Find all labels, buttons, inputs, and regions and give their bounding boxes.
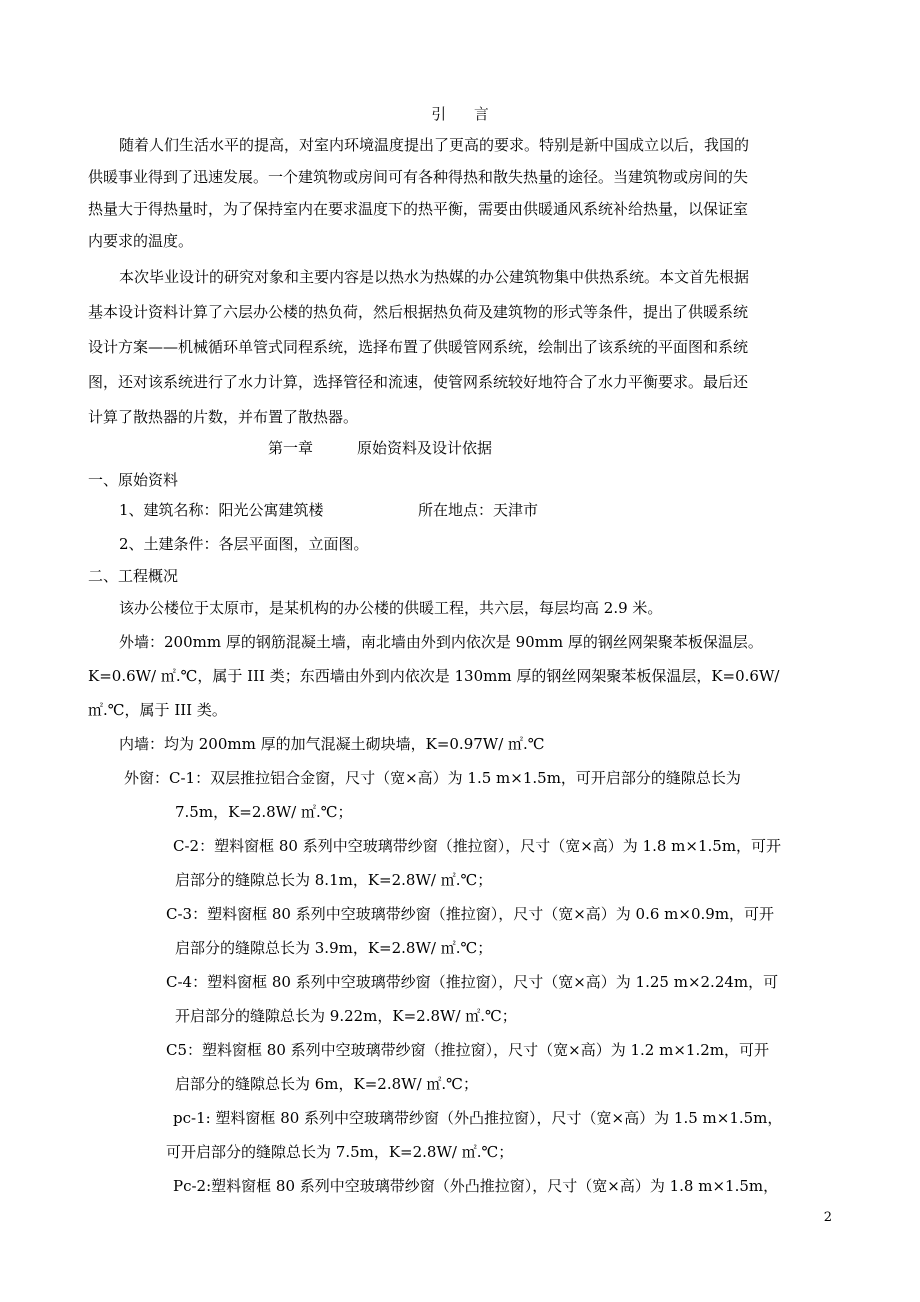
intro-title: [0, 101, 920, 129]
section-heading-2: 二、工程概况: [88, 567, 179, 585]
window-c5-line2: 启部分的缝隙总长为 6m，K=2.8W/ ㎡.℃；: [175, 1075, 478, 1093]
window-c4-line1: C-4：塑料窗框 80 系列中空玻璃带纱窗（推拉窗），尺寸（宽×高）为 1.25 m×2.24m，可: [166, 973, 779, 991]
chapter-title: 原始资料及设计依据: [357, 439, 493, 457]
section-heading-1: 一、原始资料: [88, 471, 179, 489]
window-c3-line2: 启部分的缝隙总长为 3.9m，K=2.8W/ ㎡.℃；: [175, 939, 493, 957]
outer-wall-line3: ㎡.℃，属于 III 类。: [88, 701, 227, 719]
chapter-heading: [268, 434, 492, 462]
intro-p1-line3: 热量大于得热量时，为了保持室内在要求温度下的热平衡，需要由供暖通风系统补给热量，以保证室: [88, 200, 749, 218]
intro-p2-line4: 图，还对该系统进行了水力计算，选择管径和流速，使管网系统较好地符合了水力平衡要求。最后还: [88, 373, 749, 391]
item-building-location: 所在地点：天津市: [418, 501, 539, 519]
window-c3-line1: C-3：塑料窗框 80 系列中空玻璃带纱窗（推拉窗），尺寸（宽×高）为 0.6 m×0.9m，可开: [166, 905, 775, 923]
window-pc2-line1: Pc-2:塑料窗框 80 系列中空玻璃带纱窗（外凸推拉窗），尺寸（宽×高）为 1.8 m×1.5m，: [173, 1177, 779, 1195]
outer-wall-line2: K=0.6W/ ㎡.℃，属于 III 类；东西墙由外到内依次是 130mm 厚的钢丝网架聚苯板保温层，K=0.6W/: [88, 667, 780, 685]
intro-title-left: 引: [431, 106, 446, 123]
inner-wall-text: 内墙：均为 200mm 厚的加气混凝土砌块墙，K=0.97W/ ㎡.℃: [119, 735, 545, 753]
window-c1-line2: 7.5m，K=2.8W/ ㎡.℃；: [175, 803, 353, 821]
intro-p1-line2: 供暖事业得到了迅速发展。一个建筑物或房间可有各种得热和散失热量的途径。当建筑物或房间的失: [88, 168, 749, 186]
intro-p2-line3: 设计方案——机械循环单管式同程系统，选择布置了供暖管网系统，绘制出了该系统的平面图和系统: [88, 338, 749, 356]
window-c4-line2: 开启部分的缝隙总长为 9.22m，K=2.8W/ ㎡.℃；: [175, 1007, 517, 1025]
chapter-number: 第一章: [268, 439, 314, 457]
overview-text: 该办公楼位于太原市，是某机构的办公楼的供暖工程，共六层，每层均高 2.9 米。: [119, 599, 663, 617]
intro-p1-line1: 随着人们生活水平的提高，对室内环境温度提出了更高的要求。特别是新中国成立以后，我国的: [119, 136, 750, 154]
window-c2-line2: 启部分的缝隙总长为 8.1m，K=2.8W/ ㎡.℃；: [175, 871, 493, 889]
page-number: 2: [823, 1210, 832, 1225]
window-c2-line1: C-2：塑料窗框 80 系列中空玻璃带纱窗（推拉窗），尺寸（宽×高）为 1.8 m×1.5m，可开: [173, 837, 782, 855]
intro-p2-line1: 本次毕业设计的研究对象和主要内容是以热水为热媒的办公建筑物集中供热系统。本文首先根据: [119, 268, 750, 286]
intro-p1-line4: 内要求的温度。: [88, 232, 194, 250]
intro-p2-line2: 基本设计资料计算了六层办公楼的热负荷，然后根据热负荷及建筑物的形式等条件，提出了供暖系统: [88, 303, 749, 321]
window-c1-line1: 外窗：C-1：双层推拉铝合金窗，尺寸（宽×高）为 1.5 m×1.5m，可开启部分的缝隙总长为: [124, 769, 741, 787]
window-pc1-line1: pc-1: 塑料窗框 80 系列中空玻璃带纱窗（外凸推拉窗），尺寸（宽×高）为 1.5 m×1.5m，: [173, 1109, 783, 1127]
window-pc1-line2: 可开启部分的缝隙总长为 7.5m，K=2.8W/ ㎡.℃；: [166, 1143, 514, 1161]
item-building-name: 1、建筑名称：阳光公寓建筑楼: [119, 501, 324, 519]
intro-p2-line5: 计算了散热器的片数，并布置了散热器。: [88, 408, 359, 426]
intro-title-right: 言: [474, 106, 489, 123]
outer-wall-line1: 外墙：200mm 厚的钢筋混凝土墙，南北墙由外到内依次是 90mm 厚的钢丝网架聚苯板保温层。: [119, 633, 763, 651]
window-c5-line1: C5：塑料窗框 80 系列中空玻璃带纱窗（推拉窗），尺寸（宽×高）为 1.2 m×1.2m，可开: [166, 1041, 769, 1059]
item-civil-conditions: 2、土建条件：各层平面图，立面图。: [119, 535, 369, 553]
